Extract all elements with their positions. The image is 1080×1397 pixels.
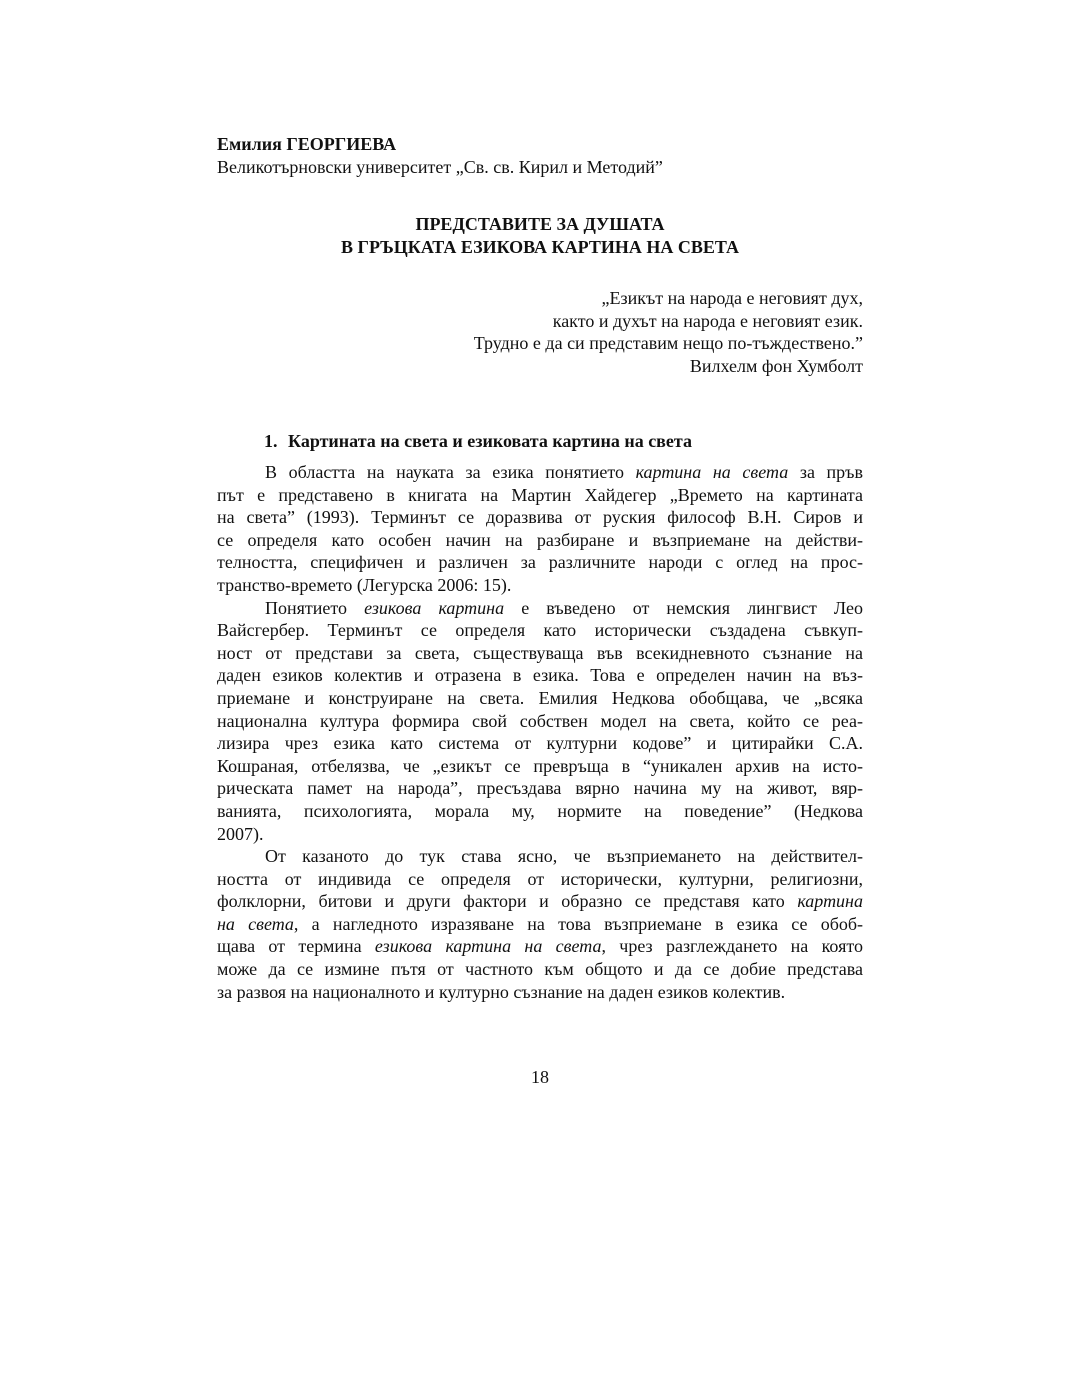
- paragraph-1-line: се определя като особен начин на разбиране и възприемане на действи-: [217, 529, 863, 550]
- paragraph-2-line: Вайсгербер. Терминът се определя като исторически създадена съвкуп-: [217, 620, 863, 641]
- paragraph-2-line: национална култура формира свой собствен модел на света, който се реа-: [217, 710, 863, 731]
- text-run: щава от термина: [217, 936, 375, 957]
- text-run: Понятието: [265, 597, 365, 618]
- epigraph-attribution: Вилхелм фон Хумболт: [689, 356, 863, 376]
- text-run: В областта на науката за езика понятието: [265, 462, 636, 482]
- section-number: 1.: [264, 431, 278, 451]
- article-title-line-2: В ГРЪЦКАТА ЕЗИКОВА КАРТИНА НА СВЕТА: [341, 237, 739, 257]
- paragraph-1-line: път е представено в книгата на Мартин Хайдегер „Времето на картината: [217, 484, 863, 505]
- paragraph-3-line: [217, 935, 863, 958]
- epigraph-line-1: „Езикът на народа е неговият дух,: [601, 288, 863, 308]
- italic-term: на света: [217, 913, 294, 934]
- paragraph-1-line: [217, 461, 863, 484]
- epigraph-line-3: Трудно е да си представим нещо по-тъждествено.”: [473, 333, 863, 353]
- body-text: [217, 461, 863, 1003]
- paragraph-3-line: [217, 913, 863, 936]
- paragraph-1-line: на света” (1993). Терминът се доразвива от руския философ В.Н. Сиров и: [217, 507, 863, 528]
- paragraph-2-line: рическата памет на народа”, пресъздава вярно начина му на живот, вяр-: [217, 778, 863, 799]
- italic-term: картина: [797, 891, 863, 912]
- italic-term: картина на света: [635, 462, 789, 482]
- text-run: , чрез разглеждането на която: [601, 936, 863, 957]
- author-affiliation: Великотърновски университет „Св. св. Кирил и Методий”: [217, 157, 663, 177]
- paragraph-2-line: ност от представи за света, съществуваща във всекидневното съзнание на: [217, 642, 863, 663]
- epigraph-line-2: както и духът на народа е неговият език.: [552, 311, 863, 331]
- paragraph-2-line: 2007).: [217, 823, 264, 844]
- paragraph-3-line: за развоя на националното и културно съзнание на даден езиков колектив.: [217, 981, 786, 1002]
- text-run: е въведено от немския лингвист Лео: [504, 597, 863, 618]
- paragraph-2-line: даден езиков колектив и отразена в езика. Това е определен начин на въз-: [217, 665, 863, 686]
- paragraph-3-line: ността от индивида се определя от исторически, културни, религиозни,: [217, 868, 863, 889]
- author-name: Емилия ГЕОРГИЕВА: [217, 134, 397, 154]
- page-number: 18: [531, 1067, 549, 1087]
- paragraph-2-line: [217, 597, 863, 620]
- article-title-line-1: ПРЕДСТАВИТЕ ЗА ДУШАТА: [415, 214, 665, 234]
- text-run: , а нагледното изразяване на това възприемане в езика се обоб-: [293, 913, 864, 934]
- paragraph-3-line: [217, 890, 863, 913]
- text-run: за пръв: [788, 462, 863, 482]
- section-heading-text: Картината на света и езиковата картина на света: [288, 431, 692, 451]
- paragraph-1-line: телността, специфичен и различен за различните народи с оглед на прос-: [217, 552, 863, 573]
- italic-term: езикова картина: [364, 597, 505, 618]
- paragraph-2-line: лизира чрез езика като система от културни кодове” и цитирайки С.А.: [217, 733, 863, 754]
- text-run: фолклорни, битови и други фактори и образно се представя като: [217, 891, 798, 912]
- paragraph-3-line: може да се измине пътя от частното към общото и да се добие представа: [217, 959, 863, 980]
- paragraph-2-line: ванията, психологията, морала му, нормите на поведение” (Недкова: [217, 800, 863, 821]
- paragraph-3-line: От казаното до тук става ясно, че възприемането на действител-: [265, 846, 863, 867]
- paragraph-2-line: приемане и конструиране на света. Емилия Недкова обобщава, че „всяка: [217, 687, 863, 708]
- section-heading: [264, 430, 692, 452]
- italic-term: езикова картина на света: [374, 936, 602, 957]
- paragraph-1-line: транство-времето (Легурска 2006: 15).: [217, 574, 512, 595]
- paragraph-2-line: Кошраная, отбелязва, че „езикът се превръща в “уникален архив на исто-: [217, 755, 863, 776]
